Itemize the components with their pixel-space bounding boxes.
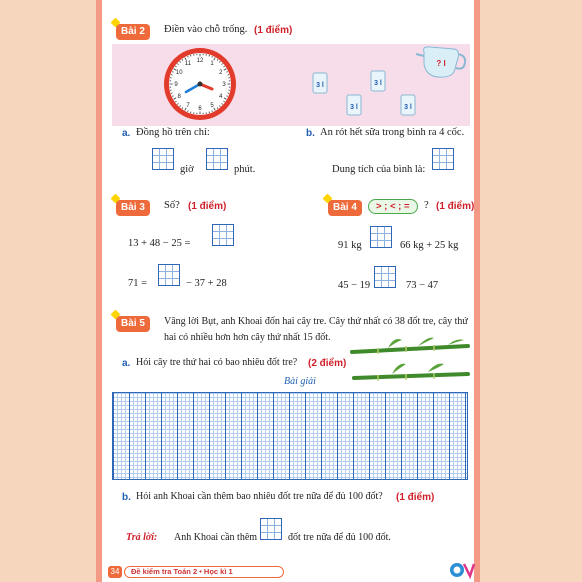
- bai4-r1-left: 91 kg: [338, 240, 362, 251]
- answer-prefix: Anh Khoai cần thêm: [174, 532, 258, 543]
- clock-tick: [188, 56, 189, 57]
- bai4-tag: Bài 4: [328, 200, 362, 216]
- bai3-line2-right: − 37 + 28: [186, 278, 227, 289]
- cup-3: [346, 94, 362, 116]
- tra-loi-label: Trả lời:: [126, 532, 158, 543]
- bai4-r1-right: 66 kg + 25 kg: [400, 240, 459, 251]
- bai3-line1: 13 + 48 − 25 =: [128, 238, 191, 249]
- cup-2-label: 3 l: [374, 80, 382, 87]
- hour-answer-box[interactable]: [152, 148, 174, 170]
- bai5-b-text: Hỏi anh Khoai cần thêm bao nhiêu đốt tre nữa để đủ 100 đốt?: [136, 491, 383, 502]
- clock-number: 5: [210, 102, 214, 109]
- bai2-instruction: Điền vào chỗ trống.: [164, 24, 248, 35]
- bai4-points: (1 điểm): [436, 201, 475, 212]
- bai2-b-text: An rót hết sữa trong bình ra 4 cốc.: [320, 127, 465, 138]
- bai5-text-line2: hai có nhiều hơn hơn cây thứ nhất 15 đốt.: [164, 332, 331, 343]
- clock-tick: [172, 96, 173, 97]
- cup-1-label: 3 l: [316, 82, 324, 89]
- bai5-tag: Bài 5: [116, 316, 150, 332]
- clock-tick: [188, 110, 189, 111]
- bai5-answer-box[interactable]: [260, 518, 282, 540]
- cup-2: [370, 70, 386, 92]
- clock-number: 11: [184, 61, 192, 68]
- cup-4: [400, 94, 416, 116]
- bai3-points: (1 điểm): [188, 201, 227, 212]
- bai4-compare-box-2[interactable]: [374, 266, 396, 288]
- page-number: 34: [108, 566, 122, 578]
- minute-answer-box[interactable]: [206, 148, 228, 170]
- clock-number: 8: [177, 94, 181, 100]
- solution-writing-grid[interactable]: [112, 392, 468, 480]
- gio-label: giờ: [180, 164, 194, 175]
- clock-tick: [212, 110, 213, 111]
- cup-1: [312, 72, 328, 94]
- bai4-symbols: > ; < ; =: [368, 199, 418, 214]
- clock-tick: [226, 72, 227, 73]
- bai5-a-label: a.: [122, 358, 131, 369]
- cup-3-label: 3 l: [350, 104, 358, 111]
- bai5-b-label: b.: [122, 492, 131, 503]
- bai4-r2-right: 73 − 47: [406, 280, 439, 291]
- clock-number: 4: [219, 94, 223, 100]
- bai4-r2-left: 45 − 19: [338, 280, 371, 291]
- clock-number: 3: [222, 82, 226, 88]
- bai2-points: (1 điểm): [254, 25, 293, 36]
- clock-number: 12: [196, 58, 204, 64]
- bai5-text-line1: Vâng lời Bụt, anh Khoai đốn hai cây tre. Cây thứ nhất có 38 đốt tre, cây thứ: [164, 316, 468, 327]
- footer-title: Đề kiểm tra Toán 2 • Học kì 1: [124, 566, 284, 578]
- bai-giai-heading: Bài giải: [284, 376, 316, 387]
- bai2-b-answer-text: Dung tích của bình là:: [332, 164, 426, 175]
- clock-tick: [212, 56, 213, 57]
- milk-jug-illustration: [414, 44, 470, 80]
- publisher-logo-icon: [448, 560, 476, 580]
- worksheet-page: [96, 0, 480, 582]
- answer-suffix: đốt tre nữa để đủ 100 đốt.: [288, 532, 391, 543]
- clock-number: 2: [219, 70, 223, 76]
- bai2-a-label: a.: [122, 128, 131, 139]
- bai5-a-points: (2 điểm): [308, 358, 347, 369]
- clock-number: 10: [175, 70, 183, 76]
- clock-number: 9: [174, 82, 178, 88]
- clock-tick: [226, 96, 227, 97]
- cup-4-label: 3 l: [404, 104, 412, 111]
- clock-tick: [172, 72, 173, 73]
- bamboo-illustration: [348, 334, 472, 386]
- bai2-b-label: b.: [306, 128, 315, 139]
- bai3-instruction: Số?: [164, 200, 180, 211]
- clock-number: 6: [198, 106, 202, 112]
- clock-illustration: [160, 44, 240, 124]
- bai3-answer-box-1[interactable]: [212, 224, 234, 246]
- bai3-tag: Bài 3: [116, 200, 150, 216]
- phut-label: phút.: [234, 164, 256, 175]
- bai4-question-mark: ?: [424, 200, 429, 211]
- bai2-a-text: Đồng hồ trên chỉ:: [136, 127, 210, 138]
- bai2-tag: Bài 2: [116, 24, 150, 40]
- clock-number: 7: [186, 102, 190, 109]
- clock-number: 1: [210, 61, 214, 68]
- bai3-answer-box-2[interactable]: [158, 264, 180, 286]
- bai5-b-points: (1 điểm): [396, 492, 435, 503]
- bai3-line2-left: 71 =: [128, 278, 148, 289]
- bai4-compare-box-1[interactable]: [370, 226, 392, 248]
- jug-label: ? l: [436, 59, 446, 68]
- bai5-a-text: Hỏi cây tre thứ hai có bao nhiêu đốt tre?: [136, 357, 298, 368]
- jug-capacity-answer-box[interactable]: [432, 148, 454, 170]
